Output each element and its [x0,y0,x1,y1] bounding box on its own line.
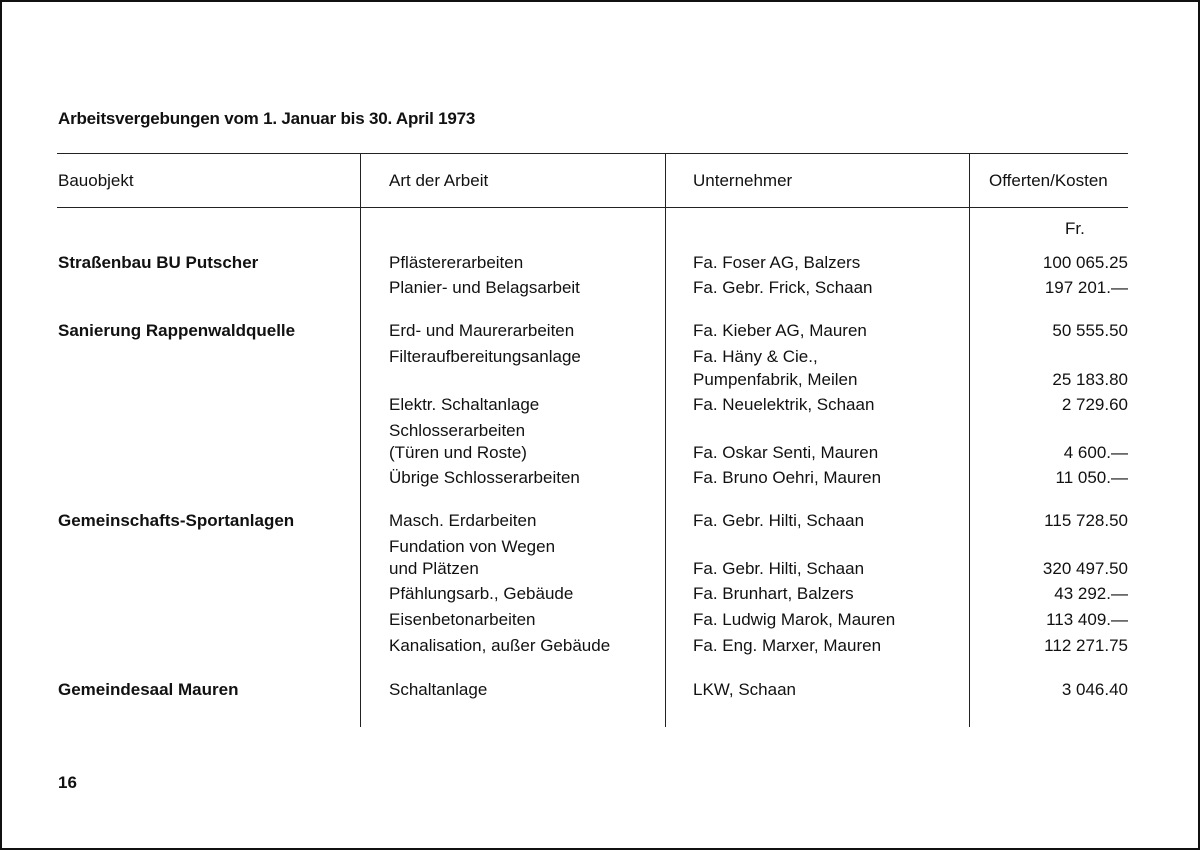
contractor: Fa. Ludwig Marok, Mauren [693,610,896,629]
cost: 100 065.25 [1042,253,1128,272]
work-type: Schlosserarbeiten [389,421,526,440]
header-unternehmer: Unternehmer [693,171,793,190]
contractor: Fa. Eng. Marxer, Mauren [693,636,882,655]
work-type: Planier- und Belagsarbeit [389,278,580,297]
cost: 3 046.40 [1061,680,1128,699]
work-type: Pflästererarbeiten [389,253,524,272]
work-type: Elektr. Schaltanlage [389,395,540,414]
header-art-der-arbeit: Art der Arbeit [389,171,489,190]
page-title: Arbeitsvergebungen vom 1. Januar bis 30. April 1973 [58,109,476,128]
page-number: 16 [58,773,77,792]
work-type: Schaltanlage [389,680,488,699]
column-divider [665,153,666,727]
currency-label: Fr. [1065,219,1085,238]
cost: 112 271.75 [1044,636,1128,655]
cost: 113 409.— [1046,610,1128,629]
table-top-rule [57,153,1128,154]
work-type: Erd- und Maurerarbeiten [389,321,575,340]
contractor-line-2: Pumpenfabrik, Meilen [693,370,858,389]
contractor: Fa. Gebr. Hilti, Schaan [693,511,865,530]
contractor: Fa. Oskar Senti, Mauren [693,443,879,462]
cost: 2 729.60 [1061,395,1128,414]
object-name: Straßenbau BU Putscher [58,253,259,272]
object-name: Sanierung Rappenwaldquelle [58,321,296,340]
work-type: Kanalisation, außer Gebäude [389,636,611,655]
cost: 43 292.— [1054,584,1128,603]
work-type: Masch. Erdarbeiten [389,511,537,530]
column-divider [360,153,361,727]
cost: 320 497.50 [1042,559,1128,578]
work-type-line-2: (Türen und Roste) [389,443,527,462]
contractor: Fa. Neuelektrik, Schaan [693,395,875,414]
cost: 25 183.80 [1052,370,1128,389]
object-name: Gemeindesaal Mauren [58,680,239,699]
contractor: LKW, Schaan [693,680,797,699]
object-name: Gemeinschafts-Sportanlagen [58,511,295,530]
work-type: Filteraufbereitungsanlage [389,347,581,366]
cost: 50 555.50 [1052,321,1128,340]
contractor: Fa. Gebr. Frick, Schaan [693,278,873,297]
contractor: Fa. Brunhart, Balzers [693,584,854,603]
work-type-line-2: und Plätzen [389,559,479,578]
cost: 4 600.— [1063,443,1128,462]
table-header-rule [57,207,1128,208]
work-type: Fundation von Wegen [389,537,556,556]
contractor: Fa. Bruno Oehri, Mauren [693,468,882,487]
cost: 197 201.— [1044,278,1128,297]
contractor: Fa. Häny & Cie., [693,347,818,366]
contractor: Fa. Gebr. Hilti, Schaan [693,559,865,578]
cost: 11 050.— [1055,468,1128,487]
cost: 115 728.50 [1044,511,1128,530]
work-type: Pfählungsarb., Gebäude [389,584,574,603]
header-bauobjekt: Bauobjekt [58,171,134,190]
contractor: Fa. Foser AG, Balzers [693,253,861,272]
header-offerten-kosten: Offerten/Kosten [989,171,1108,190]
work-type: Übrige Schlosserarbeiten [389,468,580,487]
work-type: Eisenbetonarbeiten [389,610,536,629]
contractor: Fa. Kieber AG, Mauren [693,321,867,340]
